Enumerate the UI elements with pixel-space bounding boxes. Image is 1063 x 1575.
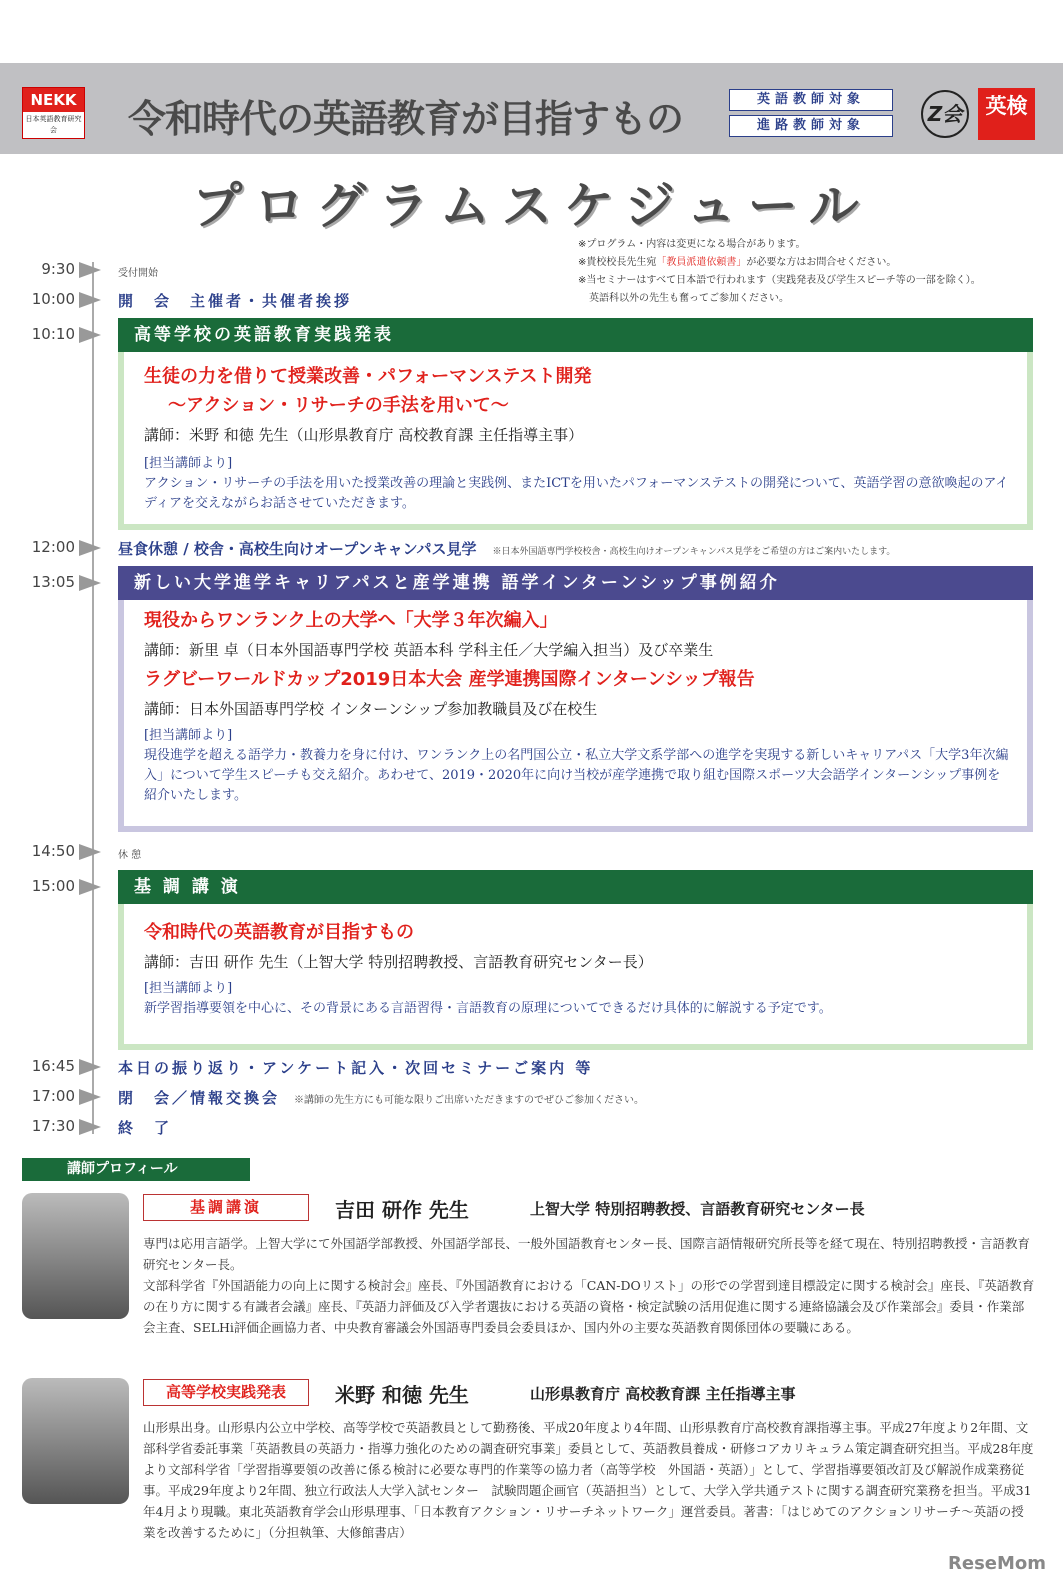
watermark: ReseMom (948, 1553, 1047, 1574)
event: 本日の振り返り・アンケート記入・次回セミナーご案内 等 (118, 1059, 594, 1077)
event-note: ※講師の先生方にも可能な限りご出席いただきますのでぜひご参加ください。 (294, 1095, 645, 1106)
arrow-icon (79, 575, 101, 591)
profile-affiliation: 上智大学 特別招聘教授、言語教育研究センター長 (530, 1200, 865, 1218)
time: 13:05 (31, 573, 75, 591)
arrow-icon (79, 1119, 101, 1135)
note-text: ※貴校校長先生宛 (578, 257, 657, 268)
profile-name: 吉田 研作 先生 (335, 1198, 469, 1222)
from-label: [担当講師より] (144, 981, 233, 996)
profile-name: 米野 和徳 先生 (335, 1383, 469, 1407)
time: 9:30 (41, 260, 75, 278)
event: 開 会 主催者・共催者挨拶 (118, 292, 353, 310)
arrow-icon (79, 1059, 101, 1075)
from-label: [担当講師より] (144, 456, 233, 471)
profile-tag: 基調講演 (143, 1194, 309, 1221)
time: 16:45 (31, 1057, 75, 1075)
event: 閉 会／情報交換会 (118, 1089, 281, 1107)
session-box (118, 352, 1033, 530)
session-box (118, 904, 1033, 1050)
time: 12:00 (31, 538, 75, 556)
arrow-icon (79, 540, 101, 556)
time: 10:10 (31, 325, 75, 343)
from-label: [担当講師より] (144, 728, 233, 743)
header-title: 令和時代の英語教育が目指すもの (128, 97, 684, 141)
time: 17:00 (31, 1087, 75, 1105)
logo-text: NEKK (23, 88, 84, 112)
note (578, 254, 981, 272)
note: 英語科以外の先生も奮ってご参加ください。 (589, 293, 789, 304)
profile-tag: 高等学校実践発表 (143, 1379, 309, 1406)
session-box (118, 600, 1033, 832)
page-title: プログラムスケジュール (192, 177, 871, 235)
talk-subtitle: 〜アクション・リサーチの手法を用いて〜 (168, 395, 509, 416)
time: 15:00 (31, 877, 75, 895)
profile-label: 講師プロフィール (22, 1158, 250, 1181)
profile-affiliation: 山形県教育庁 高校教育課 主任指導主事 (530, 1385, 796, 1403)
description: 現役進学を超える語学力・教養力を身に付け、ワンランク上の名門国公立・私立大学文系学部への進学を実現する新しいキャリアパス「大学3年次編入」について学生スピーチも交え紹介。あわせて、2019・2020年に向け当校が産学連携で取り組む国際スポーツ大会語学インターンシップ事例を紹介いたします。 (144, 748, 1009, 803)
time: 17:30 (31, 1117, 75, 1135)
arrow-icon (79, 292, 101, 308)
note: ※プログラム・内容は変更になる場合があります。 (578, 239, 806, 250)
description: アクション・リサーチの手法を用いた授業改善の理論と実践例、またICTを用いたパフォーマンステストの開発について、英語学習の意欲喚起のアイディアを交えながらお話させていただきます。 (144, 476, 1009, 511)
lecturer-photo (22, 1193, 129, 1319)
note-text: が必要な方はお問合せください。 (746, 257, 897, 268)
description: 新学習指導要領を中心に、その背景にある言語習得・言語教育の原理についてできるだけ具体的に解説する予定です。 (144, 1001, 832, 1016)
section-header: 高等学校の英語教育実践発表 (118, 318, 1033, 352)
zkai-logo: Z会 (921, 90, 969, 138)
arrow-icon (79, 879, 101, 895)
time: 10:00 (31, 290, 75, 308)
notes (578, 236, 981, 308)
note: ※当セミナーはすべて日本語で行われます（実践発表及び学生スピーチ等の一部を除く）。 (578, 275, 981, 286)
target-badge: 英語教師対象 (729, 89, 893, 111)
profile-body: 山形県出身。山形県内公立中学校、高等学校で英語教員として勤務後、平成20年度より4年間、山形県教育庁高校教育課指導主事。平成27年度より2年間、文部科学省委託事業「英語教員の英語力・指導力強化のための調査研究事業」委員として、英語教員養成・研修コアカリキュラム策定調査研究担当。平成28年度より文部科学省「学習指導要領の改善に係る検討に必要な専門的作業等の協力者（高等学校 外国語・英語）」として、学習指導要領改訂及び解説作成業務従事。平成29年度より2年間、独立行政法人大学入試センター 試験問題企画官（英語担当）として、大学入学共通テストに関する調査研究業務を担当。平成31年4月より現職。東北英語教育学会山形県理事、「日本教育アクション・リサーチネットワーク」運営委員。著書：「はじめてのアクションリサーチ〜英語の授業を改善するために」（分担執筆、大修館書店） (143, 1420, 1034, 1540)
profile-body: 専門は応用言語学。上智大学にて外国語学部教授、外国語学部長、一般外国語教育センター長、国際言語情報研究所長等を経て現在、特別招聘教授・言語教育研究センター長。 文部科学省『外国語能力の向上に関する検討会』座長、『外国語教育における「CAN-DOリスト」の形での学習到達目標設定に関する検討会』座長、『英語教育の在り方に関する有識者会議』座長、『英語力評価及び入学者選抜における英語の資格・検定試験の活用促進に関する連絡協議会及び作業部会』委員・作業部会主査、SELHi評価企画協力者、中央教育審議会外国語専門委員会委員ほか、国内外の主要な英語教育関係団体の要職にある。 (143, 1236, 1035, 1335)
section-header: 新しい大学進学キャリアパスと産学連携 語学インターンシップ事例紹介 (118, 566, 1033, 600)
timeline-line (92, 262, 94, 1134)
event: 受付開始 (118, 268, 158, 279)
time: 14:50 (31, 842, 75, 860)
note-highlight: 「教員派遣依頼書」 (656, 257, 747, 268)
event-note: ※日本外国語専門学校校舎・高校生向けオープンキャンパス見学をご希望の方はご案内いたします。 (492, 547, 896, 557)
event: 休 憩 (118, 850, 142, 861)
talk-title: ラグビーワールドカップ2019日本大会 産学連携国際インターンシップ報告 (144, 669, 755, 690)
lecturer: 講師：新里 卓（日本外国語専門学校 英語本科 学科主任／大学編入担当）及び卒業生 (144, 641, 714, 659)
arrow-icon (79, 1089, 101, 1105)
lecturer: 講師：米野 和徳 先生（山形県教育庁 高校教育課 主任指導主事） (144, 426, 584, 444)
lecturer-photo (22, 1378, 129, 1504)
event: 終 了 (118, 1119, 173, 1137)
logo-subtext: 日本英語教育研究会 (25, 115, 82, 134)
target-badge: 進路教師対象 (729, 115, 893, 137)
talk-title: 令和時代の英語教育が目指すもの (144, 922, 414, 943)
lecturer: 講師：日本外国語専門学校 インターンシップ参加教職員及び在校生 (144, 700, 598, 718)
talk-title: 現役からワンランク上の大学へ「大学３年次編入」 (144, 610, 558, 631)
nekk-logo (22, 87, 85, 139)
arrow-icon (79, 262, 101, 278)
talk-title: 生徒の力を借りて授業改善・パフォーマンステスト開発 (144, 366, 592, 387)
arrow-icon (79, 327, 101, 343)
lecturer: 講師：吉田 研作 先生（上智大学 特別招聘教授、言語教育研究センター長） (144, 953, 653, 971)
section-header: 基 調 講 演 (118, 870, 1033, 904)
arrow-icon (79, 844, 101, 860)
eiken-logo: 英検 (978, 88, 1035, 140)
event: 昼食休憩 / 校舎・高校生向けオープンキャンパス見学 (118, 540, 477, 558)
